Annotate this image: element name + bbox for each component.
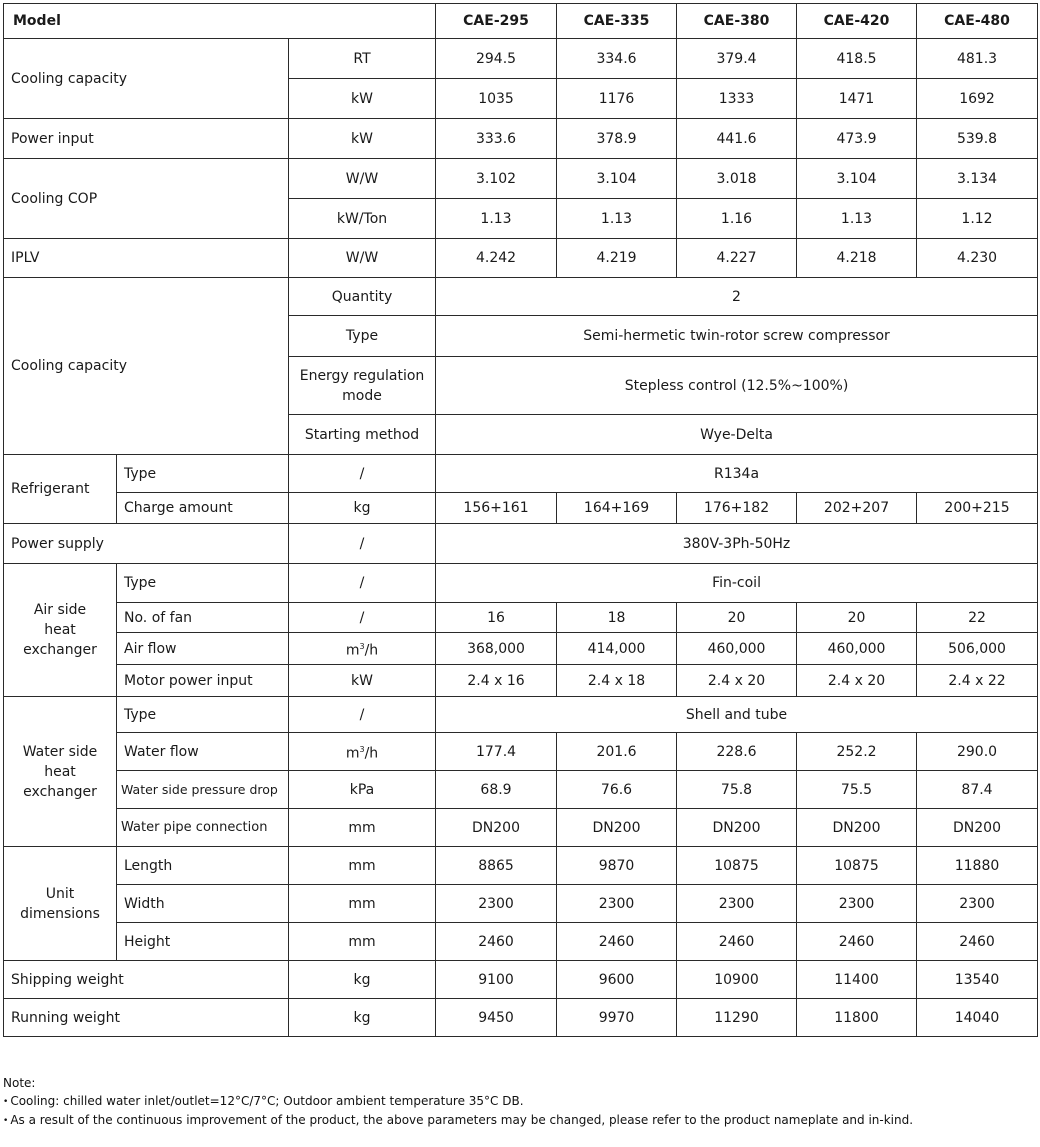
unit-cell: $m^3/h$ <box>289 633 436 665</box>
model-name: CAE-335 <box>557 4 677 39</box>
sub-label: Charge amount <box>117 493 289 524</box>
value-cell: 2460 <box>797 923 917 961</box>
notes <box>3 1074 913 1130</box>
spec-table <box>3 3 1038 1037</box>
table-row <box>4 961 1038 999</box>
model-name: CAE-480 <box>917 4 1038 39</box>
value-cell: 333.6 <box>436 119 557 159</box>
row-label: Cooling COP <box>4 159 289 239</box>
unit-cell: kW <box>289 665 436 697</box>
note-title: Note: <box>3 1076 36 1090</box>
unit-cell: / <box>289 524 436 564</box>
row-label: Power input <box>4 119 289 159</box>
sub-label: Width <box>117 885 289 923</box>
value-cell: 2.4 x 20 <box>677 665 797 697</box>
model-name: CAE-420 <box>797 4 917 39</box>
value-cell: 1692 <box>917 79 1038 119</box>
value-cell: 2300 <box>436 885 557 923</box>
value-cell: 20 <box>677 603 797 633</box>
note-line: • Cooling: chilled water inlet/outlet=12°C/7°C; Outdoor ambient temperature 35°C DB. <box>3 1094 524 1108</box>
label-line: exchanger <box>23 783 97 800</box>
sub-label: No. of fan <box>117 603 289 633</box>
value-cell: 10900 <box>677 961 797 999</box>
value-cell: 1471 <box>797 79 917 119</box>
unit-cell: kW <box>289 79 436 119</box>
value-cell: 16 <box>436 603 557 633</box>
table-row <box>4 119 1038 159</box>
table-row <box>4 633 1038 665</box>
value-cell: 76.6 <box>557 771 677 809</box>
value-cell: DN200 <box>917 809 1038 847</box>
value-cell: 379.4 <box>677 39 797 79</box>
row-label: Unit dimensions <box>4 847 117 961</box>
value-cell: 4.218 <box>797 239 917 278</box>
unit-cell: RT <box>289 39 436 79</box>
value-cell: 75.5 <box>797 771 917 809</box>
row-label <box>4 564 117 697</box>
row-label <box>4 697 117 847</box>
table-row <box>4 697 1038 733</box>
unit-line: Energy regulation <box>299 367 425 384</box>
model-name: CAE-380 <box>677 4 797 39</box>
unit-cell: $m^3/h$ <box>289 733 436 771</box>
unit-cell: kW/Ton <box>289 199 436 239</box>
table-row <box>4 39 1038 79</box>
sub-label: Air flow <box>117 633 289 665</box>
header-row <box>4 4 1038 39</box>
value-cell: 177.4 <box>436 733 557 771</box>
row-label: Cooling capacity <box>4 39 289 119</box>
value-cell: 2 <box>436 278 1038 316</box>
row-label: Running weight <box>4 999 289 1037</box>
sub-label: Type <box>117 455 289 493</box>
value-cell: 75.8 <box>677 771 797 809</box>
value-cell: 11880 <box>917 847 1038 885</box>
value-cell: 4.230 <box>917 239 1038 278</box>
row-label: Cooling capacity <box>4 278 289 455</box>
sub-label: Water flow <box>117 733 289 771</box>
value-cell: 506,000 <box>917 633 1038 665</box>
value-cell: 2300 <box>917 885 1038 923</box>
value-cell: 2460 <box>436 923 557 961</box>
value-cell: 4.227 <box>677 239 797 278</box>
unit-cell: mm <box>289 923 436 961</box>
table-row <box>4 603 1038 633</box>
unit-cell: kg <box>289 999 436 1037</box>
table-row <box>4 159 1038 199</box>
value-cell: 4.242 <box>436 239 557 278</box>
table-row <box>4 999 1038 1037</box>
value-cell: 1.13 <box>797 199 917 239</box>
unit-cell: / <box>289 455 436 493</box>
value-cell: 9100 <box>436 961 557 999</box>
value-cell: 202+207 <box>797 493 917 524</box>
value-cell: 201.6 <box>557 733 677 771</box>
value-cell: 2300 <box>677 885 797 923</box>
value-cell: 8865 <box>436 847 557 885</box>
row-label: Power supply <box>4 524 289 564</box>
value-cell: 418.5 <box>797 39 917 79</box>
value-cell: 3.104 <box>797 159 917 199</box>
unit-cell <box>289 357 436 415</box>
value-cell: 9970 <box>557 999 677 1037</box>
value-cell: 1.13 <box>436 199 557 239</box>
value-cell: 460,000 <box>797 633 917 665</box>
sub-label: Type <box>117 564 289 603</box>
table-row <box>4 455 1038 493</box>
value-cell: 3.018 <box>677 159 797 199</box>
value-cell: Shell and tube <box>436 697 1038 733</box>
value-cell: 3.134 <box>917 159 1038 199</box>
value-cell: 481.3 <box>917 39 1038 79</box>
value-cell: 368,000 <box>436 633 557 665</box>
table-row <box>4 564 1038 603</box>
value-cell: 539.8 <box>917 119 1038 159</box>
value-cell: 20 <box>797 603 917 633</box>
value-cell: 294.5 <box>436 39 557 79</box>
value-cell: 1.13 <box>557 199 677 239</box>
sub-label: Length <box>117 847 289 885</box>
value-cell: 228.6 <box>677 733 797 771</box>
table-row <box>4 771 1038 809</box>
value-cell: DN200 <box>677 809 797 847</box>
value-cell: 9600 <box>557 961 677 999</box>
value-cell: 22 <box>917 603 1038 633</box>
value-cell: Stepless control (12.5%~100%) <box>436 357 1038 415</box>
value-cell: 176+182 <box>677 493 797 524</box>
value-cell: Semi-hermetic twin-rotor screw compressor <box>436 316 1038 357</box>
sub-label: Water pipe connection <box>117 809 289 847</box>
unit-line: mode <box>342 387 382 404</box>
table-row <box>4 493 1038 524</box>
table-row <box>4 665 1038 697</box>
value-cell: 290.0 <box>917 733 1038 771</box>
value-cell: 10875 <box>677 847 797 885</box>
value-cell: DN200 <box>436 809 557 847</box>
bullet-icon: • <box>3 1116 9 1126</box>
value-cell: 200+215 <box>917 493 1038 524</box>
value-cell: 414,000 <box>557 633 677 665</box>
model-label: Model <box>4 4 436 39</box>
unit-cell: kg <box>289 493 436 524</box>
row-label: Refrigerant <box>4 455 117 524</box>
unit-cell: Starting method <box>289 415 436 455</box>
value-cell: 378.9 <box>557 119 677 159</box>
value-cell: 252.2 <box>797 733 917 771</box>
value-cell: 2.4 x 22 <box>917 665 1038 697</box>
value-cell: 2.4 x 18 <box>557 665 677 697</box>
value-cell: 334.6 <box>557 39 677 79</box>
table-row <box>4 239 1038 278</box>
unit-cell: mm <box>289 847 436 885</box>
sub-label: Type <box>117 697 289 733</box>
sub-label: Height <box>117 923 289 961</box>
unit-cell: / <box>289 697 436 733</box>
value-cell: 87.4 <box>917 771 1038 809</box>
value-cell: 2.4 x 16 <box>436 665 557 697</box>
bullet-icon: • <box>3 1097 9 1107</box>
unit-cell: W/W <box>289 239 436 278</box>
note-line: • As a result of the continuous improvement of the product, the above parameters may be changed, please refer to the product nameplate and in-kind. <box>3 1113 914 1127</box>
value-cell: 2460 <box>677 923 797 961</box>
value-cell: 460,000 <box>677 633 797 665</box>
table-row <box>4 885 1038 923</box>
value-cell: 10875 <box>797 847 917 885</box>
value-cell: 11400 <box>797 961 917 999</box>
value-cell: 1.12 <box>917 199 1038 239</box>
unit-cell: kPa <box>289 771 436 809</box>
sub-label: Water side pressure drop <box>117 771 289 809</box>
unit-cell: Type <box>289 316 436 357</box>
value-cell: 4.219 <box>557 239 677 278</box>
value-cell: 2460 <box>557 923 677 961</box>
value-cell: 473.9 <box>797 119 917 159</box>
value-cell: 9870 <box>557 847 677 885</box>
value-cell: 18 <box>557 603 677 633</box>
unit-cell: kW <box>289 119 436 159</box>
value-cell: 3.102 <box>436 159 557 199</box>
value-cell: 1035 <box>436 79 557 119</box>
value-cell: 68.9 <box>436 771 557 809</box>
model-name: CAE-295 <box>436 4 557 39</box>
unit-cell: Quantity <box>289 278 436 316</box>
value-cell: 1.16 <box>677 199 797 239</box>
value-cell: 164+169 <box>557 493 677 524</box>
label-line: heat exchanger <box>23 622 97 658</box>
value-cell: 14040 <box>917 999 1038 1037</box>
value-cell: 11290 <box>677 999 797 1037</box>
unit-cell: mm <box>289 809 436 847</box>
table-row <box>4 524 1038 564</box>
sub-label: Motor power input <box>117 665 289 697</box>
table-row <box>4 923 1038 961</box>
value-cell: DN200 <box>557 809 677 847</box>
row-label: Shipping weight <box>4 961 289 999</box>
value-cell: 1333 <box>677 79 797 119</box>
value-cell: 2460 <box>917 923 1038 961</box>
value-cell: 2.4 x 20 <box>797 665 917 697</box>
table-row <box>4 278 1038 316</box>
value-cell: 380V-3Ph-50Hz <box>436 524 1038 564</box>
row-label: IPLV <box>4 239 289 278</box>
label-line: Air side <box>33 602 87 618</box>
unit-cell: mm <box>289 885 436 923</box>
table-row <box>4 733 1038 771</box>
value-cell: 441.6 <box>677 119 797 159</box>
value-cell: 2300 <box>557 885 677 923</box>
value-cell: DN200 <box>797 809 917 847</box>
value-cell: 9450 <box>436 999 557 1037</box>
value-cell: Wye-Delta <box>436 415 1038 455</box>
value-cell: 1176 <box>557 79 677 119</box>
value-cell: R134a <box>436 455 1038 493</box>
unit-cell: W/W <box>289 159 436 199</box>
value-cell: 13540 <box>917 961 1038 999</box>
value-cell: 3.104 <box>557 159 677 199</box>
unit-cell: / <box>289 564 436 603</box>
value-cell: 2300 <box>797 885 917 923</box>
table-row <box>4 847 1038 885</box>
value-cell: 11800 <box>797 999 917 1037</box>
label-line: Water side heat <box>22 743 98 780</box>
value-cell: 156+161 <box>436 493 557 524</box>
table-row <box>4 809 1038 847</box>
value-cell: Fin-coil <box>436 564 1038 603</box>
unit-cell: kg <box>289 961 436 999</box>
unit-cell: / <box>289 603 436 633</box>
